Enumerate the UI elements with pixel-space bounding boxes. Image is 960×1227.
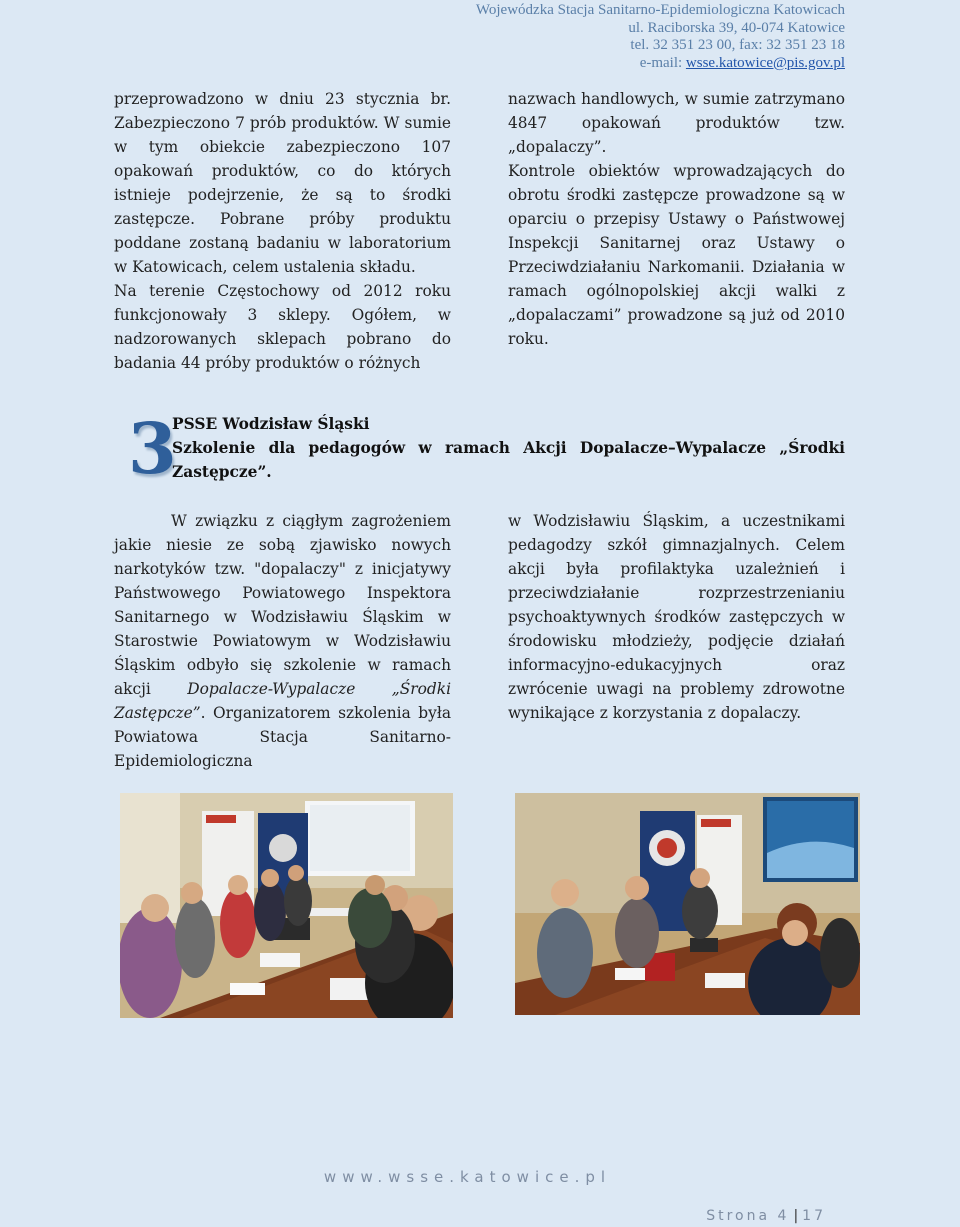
page-current: 4 [777,1208,790,1224]
letterhead-address: ul. Raciborska 39, 40-074 Katowice [628,19,845,36]
section-number: 3 [128,407,177,490]
email-link[interactable]: wsse.katowice@pis.gov.pl [685,54,845,71]
letterhead [476,2,845,72]
page-number [706,1208,826,1224]
training-photo-2-image [515,793,860,1015]
column-2-bottom [508,509,845,725]
training-photo-2 [515,793,860,1015]
paragraph: nazwach handlowych, w sumie zatrzymano 4847 opakowań produktów tzw. „dopalaczy”. [508,90,845,156]
text-run: W związku z ciągłym zagrożeniem jakie niesie ze sobą zjawisko nowych narkotyków tzw. "dopalaczy" z inicjatywy Państwowego Powiatowego Inspektora Sanitarnego w Wodzisławiu Śląskim w Starostwie Powiatowym w Wodzisławiu Śląskim odbyło się szkolenie w ramach akcji [114,512,451,698]
paragraph: Kontrole obiektów wprowadzających do obrotu środki zastępcze prowadzone są w oparciu o przepisy Ustawy o Państwowej Inspekcji Sanitarnej oraz Ustawy o Przeciwdziałaniu Narkomanii. Działania w ramach ogólnopolskiej akcji walki z „dopalaczami” prowadzone są już od 2010 roku. [508,162,845,348]
paragraph: przeprowadzono w dniu 23 stycznia br. Zabezpieczono 7 prób produktów. W sumie w tym obiekcie zabezpieczono 107 opakowań produktów, co do których istnieje podejrzenie, że są to środki zastępcze. Pobrane próby produktu poddane zostaną badaniu w laboratorium w Katowicach, celem ustalenia składu. [114,90,451,276]
letterhead-phone: tel. 32 351 23 00, fax: 32 351 23 18 [630,37,845,53]
training-photo-1 [120,793,453,1018]
footer-url[interactable]: www.wsse.katowice.pl [323,1168,612,1186]
page-label: Strona [706,1208,771,1224]
paragraph: Na terenie Częstochowy od 2012 roku funkcjonowały 3 sklepy. Ogółem, w nadzorowanych sklepach pobrano do badania 44 próby produktów o różnych [114,282,451,372]
column-1-top [114,87,451,375]
page-total: 17 [802,1208,826,1224]
training-photo-1-image [120,793,453,1018]
section-subtitle: Szkolenie dla pedagogów w ramach Akcji Dopalacze–Wypalacze „Środki [172,439,845,457]
section-subtitle-cont: Zastępcze”. [172,463,272,481]
email-prefix: e-mail: [639,54,686,71]
column-2-top [508,87,845,351]
section-title: PSSE Wodzisław Śląski [172,415,370,433]
letterhead-email [476,55,845,73]
text-run: . Organizatorem szkolenia była Powiatowa Stacja Sanitarno-Epidemiologiczna [114,704,451,770]
page-separator: | [793,1208,799,1224]
text-run-italic: Dopalacze-Wypalacze „Środki Zastępcze” [114,680,451,722]
paragraph [114,509,451,773]
column-1-bottom [114,509,451,773]
letterhead-institution: Wojewódzka Stacja Sanitarno-Epidemiologiczna Katowicach [475,2,845,18]
section-3-heading [128,407,845,492]
paragraph: w Wodzisławiu Śląskim, a uczestnikami pedagodzy szkół gimnazjalnych. Celem akcji była profilaktyka uzależnień i przeciwdziałanie rozprzestrzenianiu psychoaktywnych środków zastępczych w środowisku młodzieży, podjęcie działań informacyjno-edukacyjnych oraz zwrócenie uwagi na problemy zdrowotne wynikające z korzystania z dopalaczy. [508,512,845,722]
section-heading-text [172,412,845,484]
